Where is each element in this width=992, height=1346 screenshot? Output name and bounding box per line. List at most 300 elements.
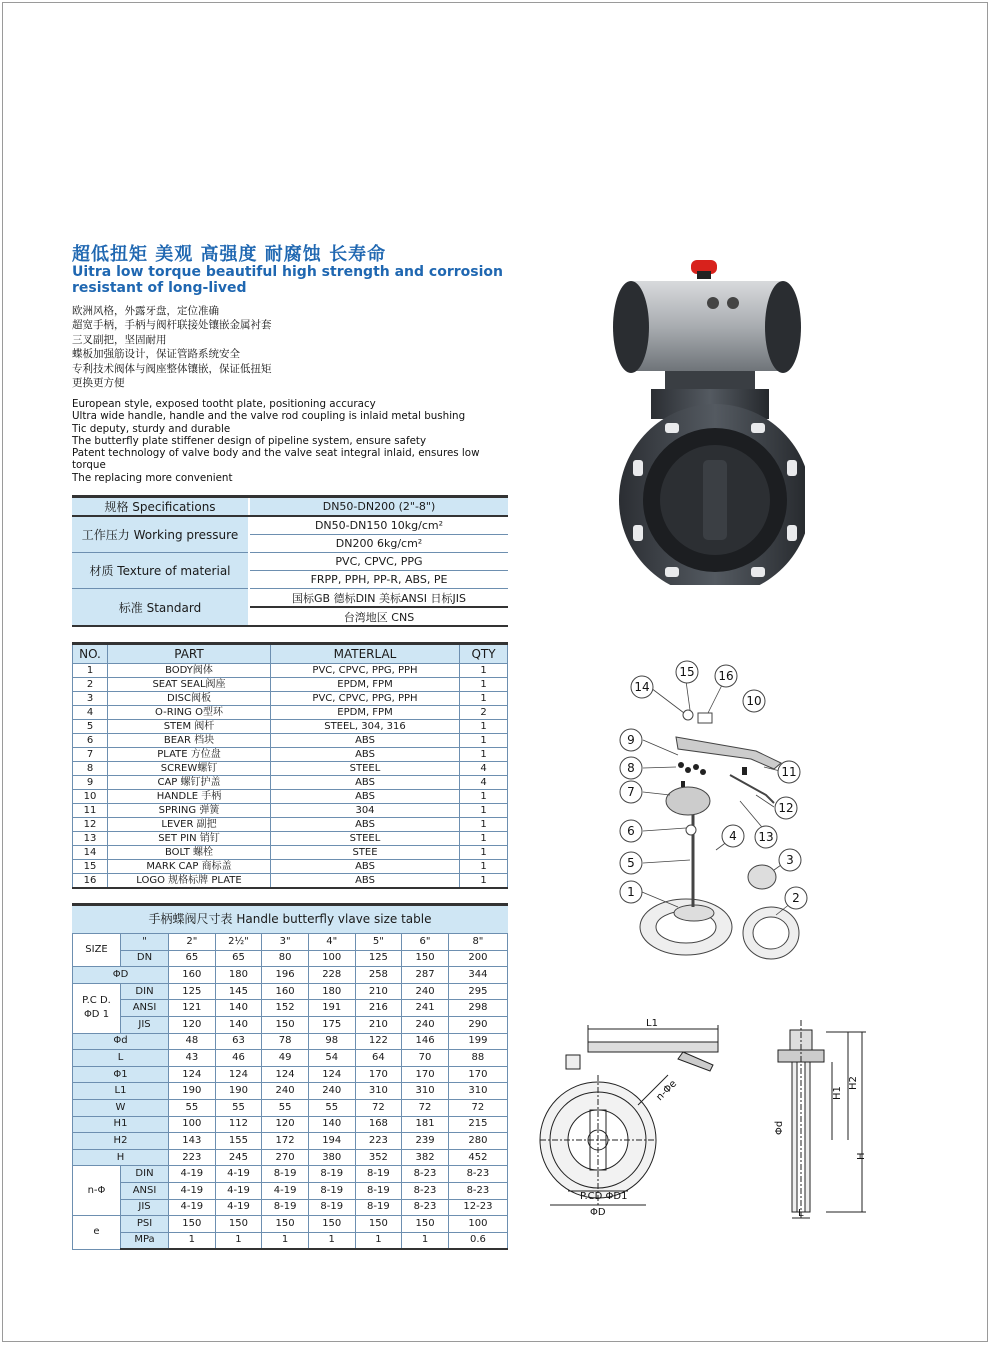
size-label: SIZE xyxy=(73,934,121,967)
size-cell: 382 xyxy=(402,1149,449,1166)
size-cell: 8-19 xyxy=(308,1182,355,1199)
size-cell: 191 xyxy=(308,1000,355,1017)
parts-cell: 9 xyxy=(73,776,108,790)
parts-cell: STEEL, 304, 316 xyxy=(271,720,460,734)
size-cell: 155 xyxy=(215,1133,262,1150)
callout-4: 4 xyxy=(729,829,737,843)
pcd-std-label: ANSI xyxy=(121,1000,169,1017)
parts-row xyxy=(73,860,508,874)
size-cell: 2" xyxy=(169,934,216,951)
size-row xyxy=(73,1016,508,1033)
size-cell: 150 xyxy=(402,950,449,967)
size-cell: 452 xyxy=(448,1149,507,1166)
size-cell: 1 xyxy=(355,1232,402,1249)
callout-8: 8 xyxy=(627,761,635,775)
size-row xyxy=(73,1199,508,1216)
size-cell: 55 xyxy=(215,1099,262,1116)
dim-pcd: P.CD ΦD1 xyxy=(580,1191,628,1202)
size-cell: 239 xyxy=(402,1133,449,1150)
size-cell: 4" xyxy=(308,934,355,951)
parts-cell: 1 xyxy=(460,790,508,804)
feature-en: Ultra wide handle, handle and the valve rod coupling is inlaid metal bushing xyxy=(72,410,466,423)
parts-row xyxy=(73,664,508,678)
parts-cell: BOLT 螺栓 xyxy=(108,846,271,860)
size-cell: 194 xyxy=(308,1133,355,1150)
material-value: PVC, CPVC, PPG xyxy=(249,553,508,571)
size-cell: 145 xyxy=(215,983,262,1000)
parts-cell: 4 xyxy=(460,776,508,790)
parts-cell: 1 xyxy=(460,720,508,734)
parts-row xyxy=(73,734,508,748)
parts-cell: 1 xyxy=(73,664,108,678)
parts-row xyxy=(73,790,508,804)
size-cell: 240 xyxy=(402,983,449,1000)
callout-13: 13 xyxy=(758,830,774,844)
parts-cell: 4 xyxy=(460,762,508,776)
callout-14: 14 xyxy=(634,680,650,694)
parts-cell: O-RING O型环 xyxy=(108,706,271,720)
dim-row-label: Φ1 xyxy=(73,1066,169,1083)
parts-cell: 14 xyxy=(73,846,108,860)
size-cell: 8-19 xyxy=(355,1199,402,1216)
size-table-title: 手柄蝶阀尺寸表 Handle butterfly vlave size table xyxy=(72,903,508,933)
parts-cell: 11 xyxy=(73,804,108,818)
feature-en: European style, exposed tootht plate, positioning accuracy xyxy=(72,398,376,410)
size-cell: 100 xyxy=(308,950,355,967)
feature-en: The replacing more convenient xyxy=(72,471,233,484)
size-cell: 5" xyxy=(355,934,402,951)
standard-value: 台湾地区 CNS xyxy=(249,607,508,626)
dim-H: H xyxy=(856,1152,867,1160)
dim-L: L xyxy=(798,1208,804,1219)
size-cell: 228 xyxy=(308,967,355,984)
parts-cell: ABS xyxy=(271,860,460,874)
parts-cell: ABS xyxy=(271,874,460,889)
size-cell: 8-19 xyxy=(308,1199,355,1216)
size-cell: 210 xyxy=(355,983,402,1000)
dim-n-phi-e: n-Φe xyxy=(654,1078,680,1104)
size-cell: 172 xyxy=(262,1133,309,1150)
pcd-label: P.C D. ΦD 1 xyxy=(73,983,121,1033)
parts-cell: 1 xyxy=(460,748,508,762)
size-cell: 140 xyxy=(215,1000,262,1017)
size-row xyxy=(73,1066,508,1083)
size-cell: 380 xyxy=(308,1149,355,1166)
size-cell: 160 xyxy=(262,983,309,1000)
size-cell: 8-23 xyxy=(402,1199,449,1216)
side-dimension-drawing xyxy=(770,1020,870,1220)
callout-6: 6 xyxy=(627,824,635,838)
parts-cell: CAP 螺钉护盖 xyxy=(108,776,271,790)
pressure-unit-label: MPa xyxy=(121,1232,169,1249)
parts-cell: 1 xyxy=(460,874,508,889)
size-cell: 55 xyxy=(169,1099,216,1116)
n-std-label: JIS xyxy=(121,1199,169,1216)
size-cell: 216 xyxy=(355,1000,402,1017)
size-cell: 78 xyxy=(262,1033,309,1050)
parts-cell: 15 xyxy=(73,860,108,874)
size-cell: 46 xyxy=(215,1050,262,1067)
parts-row xyxy=(73,692,508,706)
size-cell: 168 xyxy=(355,1116,402,1133)
size-cell: 8-23 xyxy=(448,1182,507,1199)
pcd-std-label: JIS xyxy=(121,1016,169,1033)
size-cell: 143 xyxy=(169,1133,216,1150)
parts-cell: PVC, CPVC, PPG, PPH xyxy=(271,692,460,706)
dim-phid: Φd xyxy=(774,1120,785,1135)
parts-cell: ABS xyxy=(271,734,460,748)
parts-row xyxy=(73,720,508,734)
size-cell: 160 xyxy=(169,967,216,984)
size-cell: 4-19 xyxy=(215,1182,262,1199)
parts-cell: 2 xyxy=(73,678,108,692)
parts-cell: 1 xyxy=(460,692,508,706)
size-row xyxy=(73,1216,508,1233)
size-cell: 4-19 xyxy=(262,1182,309,1199)
col-material: MATERLAL xyxy=(271,644,460,664)
parts-cell: 1 xyxy=(460,818,508,832)
size-cell: 8-19 xyxy=(355,1166,402,1183)
features-english xyxy=(72,398,492,484)
size-cell: 196 xyxy=(262,967,309,984)
feature-en: The butterfly plate stiffener design of pipeline system, ensure safety xyxy=(72,434,427,447)
feature-zh: 三叉副把，坚固耐用 xyxy=(72,333,167,346)
size-cell: 72 xyxy=(402,1099,449,1116)
parts-cell: 7 xyxy=(73,748,108,762)
size-cell: 125 xyxy=(355,950,402,967)
spec-label: 规格 Specifications xyxy=(72,497,249,517)
parts-cell: ABS xyxy=(271,818,460,832)
size-row xyxy=(73,983,508,1000)
dim-row-label: L1 xyxy=(73,1083,169,1100)
size-cell: 124 xyxy=(262,1066,309,1083)
size-cell: 240 xyxy=(402,1016,449,1033)
size-cell: 55 xyxy=(308,1099,355,1116)
size-cell: 72 xyxy=(448,1099,507,1116)
size-cell: 125 xyxy=(169,983,216,1000)
dim-phiD: ΦD xyxy=(590,1207,606,1218)
size-cell: 170 xyxy=(355,1066,402,1083)
size-cell: 200 xyxy=(448,950,507,967)
parts-cell: STEEL xyxy=(271,832,460,846)
actuated-valve-photo xyxy=(605,255,805,585)
size-cell: 54 xyxy=(308,1050,355,1067)
size-cell: 1 xyxy=(308,1232,355,1249)
pressure-value: DN200 6kg/cm² xyxy=(249,535,508,553)
size-cell: 112 xyxy=(215,1116,262,1133)
dim-row-label: H xyxy=(73,1149,169,1166)
parts-row xyxy=(73,874,508,889)
parts-cell: 304 xyxy=(271,804,460,818)
parts-cell: PLATE 方位盘 xyxy=(108,748,271,762)
size-cell: 223 xyxy=(355,1133,402,1150)
parts-cell: ABS xyxy=(271,748,460,762)
size-cell: 150 xyxy=(169,1216,216,1233)
size-cell: 210 xyxy=(355,1016,402,1033)
size-cell: 180 xyxy=(215,967,262,984)
size-cell: 8-19 xyxy=(308,1166,355,1183)
size-cell: 190 xyxy=(169,1083,216,1100)
spec-value: DN50-DN200 (2"-8") xyxy=(249,497,508,517)
size-row xyxy=(73,1182,508,1199)
callout-11: 11 xyxy=(781,765,797,779)
size-row xyxy=(73,1000,508,1017)
size-cell: 298 xyxy=(448,1000,507,1017)
parts-cell: 1 xyxy=(460,846,508,860)
callout-9: 9 xyxy=(627,733,635,747)
size-cell: 175 xyxy=(308,1016,355,1033)
feature-en: Patent technology of valve body and the valve seat integral inlaid, ensures low torque xyxy=(72,447,480,472)
n-phi-label: n-Φ xyxy=(73,1166,121,1216)
exploded-view-diagram xyxy=(606,655,831,975)
parts-cell: STEEL xyxy=(271,762,460,776)
size-cell: 8-19 xyxy=(262,1166,309,1183)
parts-row xyxy=(73,706,508,720)
e-label: e xyxy=(73,1216,121,1250)
size-cell: 100 xyxy=(169,1116,216,1133)
parts-row xyxy=(73,678,508,692)
size-cell: 310 xyxy=(402,1083,449,1100)
feature-zh: 更换更方便 xyxy=(72,377,125,390)
parts-table xyxy=(72,642,508,889)
size-cell: 8" xyxy=(448,934,507,951)
parts-cell: 1 xyxy=(460,860,508,874)
specifications-table xyxy=(72,495,508,627)
size-cell: 124 xyxy=(308,1066,355,1083)
size-cell: 8-23 xyxy=(448,1166,507,1183)
parts-cell: LOGO 规格标牌 PLATE xyxy=(108,874,271,889)
size-cell: 245 xyxy=(215,1149,262,1166)
parts-cell: PVC, CPVC, PPG, PPH xyxy=(271,664,460,678)
size-cell: 65 xyxy=(169,950,216,967)
size-cell: 0.6 xyxy=(448,1232,507,1249)
parts-cell: ABS xyxy=(271,776,460,790)
size-cell: 146 xyxy=(402,1033,449,1050)
parts-cell: 1 xyxy=(460,804,508,818)
parts-cell: 2 xyxy=(460,706,508,720)
size-cell: 124 xyxy=(169,1066,216,1083)
dim-L1: L1 xyxy=(646,1018,658,1029)
parts-cell: 1 xyxy=(460,664,508,678)
parts-row xyxy=(73,748,508,762)
size-cell: 122 xyxy=(355,1033,402,1050)
callout-7: 7 xyxy=(627,785,635,799)
dim-row-label: H1 xyxy=(73,1116,169,1133)
size-cell: 64 xyxy=(355,1050,402,1067)
callout-2: 2 xyxy=(792,891,800,905)
parts-cell: 3 xyxy=(73,692,108,706)
pressure-value: DN50-DN150 10kg/cm² xyxy=(249,516,508,535)
size-cell: 65 xyxy=(215,950,262,967)
size-cell: 140 xyxy=(215,1016,262,1033)
size-cell: 1 xyxy=(169,1232,216,1249)
callout-16: 16 xyxy=(718,669,734,683)
size-cell: 180 xyxy=(308,983,355,1000)
callout-12: 12 xyxy=(778,801,794,815)
col-qty: QTY xyxy=(460,644,508,664)
size-cell: 4-19 xyxy=(169,1166,216,1183)
phiD-label: ΦD xyxy=(73,967,169,984)
callout-5: 5 xyxy=(627,856,635,870)
size-cell: 190 xyxy=(215,1083,262,1100)
feature-zh: 欧洲风格，外露牙盘，定位准确 xyxy=(72,305,219,317)
parts-cell: BEAR 档块 xyxy=(108,734,271,748)
size-cell: 43 xyxy=(169,1050,216,1067)
size-cell: 287 xyxy=(402,967,449,984)
parts-cell: 13 xyxy=(73,832,108,846)
parts-cell: SET PIN 销钉 xyxy=(108,832,271,846)
size-row xyxy=(73,1166,508,1183)
size-cell: 80 xyxy=(262,950,309,967)
size-cell: 310 xyxy=(448,1083,507,1100)
size-cell: 8-23 xyxy=(402,1182,449,1199)
size-cell: 215 xyxy=(448,1116,507,1133)
parts-cell: EPDM, FPM xyxy=(271,678,460,692)
parts-cell: EPDM, FPM xyxy=(271,706,460,720)
size-row xyxy=(73,1116,508,1133)
pcd-std-label: DIN xyxy=(121,983,169,1000)
size-row xyxy=(73,1149,508,1166)
size-cell: 2½" xyxy=(215,934,262,951)
dim-row-label: H2 xyxy=(73,1133,169,1150)
size-cell: 352 xyxy=(355,1149,402,1166)
heading-english: Uitra low torque beautiful high strength and corrosion resistant of long-lived xyxy=(72,264,503,296)
dn-label: DN xyxy=(121,950,169,967)
front-dimension-drawing xyxy=(538,1015,753,1220)
feature-zh: 蝶板加强筋设计，保证管路系统安全 xyxy=(72,348,240,361)
size-cell: 55 xyxy=(262,1099,309,1116)
size-cell: 170 xyxy=(402,1066,449,1083)
size-cell: 1 xyxy=(215,1232,262,1249)
parts-cell: STEM 阀杆 xyxy=(108,720,271,734)
size-cell: 1 xyxy=(262,1232,309,1249)
size-cell: 49 xyxy=(262,1050,309,1067)
parts-cell: DISC阀板 xyxy=(108,692,271,706)
parts-cell: SPRING 弹簧 xyxy=(108,804,271,818)
size-cell: 4-19 xyxy=(169,1182,216,1199)
dim-H2: H2 xyxy=(848,1076,859,1090)
size-cell: 270 xyxy=(262,1149,309,1166)
feature-en: Tic deputy, sturdy and durable xyxy=(72,422,231,435)
callout-3: 3 xyxy=(786,853,794,867)
parts-cell: 1 xyxy=(460,734,508,748)
size-cell: 3" xyxy=(262,934,309,951)
standard-value: 国标GB 德标DIN 美标ANSI 日标JIS xyxy=(249,589,508,608)
parts-row xyxy=(73,804,508,818)
size-cell: 4-19 xyxy=(169,1199,216,1216)
size-cell: 100 xyxy=(448,1216,507,1233)
size-cell: 4-19 xyxy=(215,1199,262,1216)
n-std-label: ANSI xyxy=(121,1182,169,1199)
size-cell: 150 xyxy=(355,1216,402,1233)
size-cell: 240 xyxy=(308,1083,355,1100)
parts-row xyxy=(73,762,508,776)
parts-cell: 6 xyxy=(73,734,108,748)
parts-row xyxy=(73,776,508,790)
size-cell: 258 xyxy=(355,967,402,984)
size-cell: 4-19 xyxy=(215,1166,262,1183)
callout-15: 15 xyxy=(679,665,695,679)
size-cell: 88 xyxy=(448,1050,507,1067)
size-cell: 8-19 xyxy=(355,1182,402,1199)
size-row xyxy=(73,1050,508,1067)
size-cell: 63 xyxy=(215,1033,262,1050)
size-cell: 295 xyxy=(448,983,507,1000)
features-chinese xyxy=(72,304,272,390)
parts-cell: 10 xyxy=(73,790,108,804)
parts-cell: SEAT SEAL阀座 xyxy=(108,678,271,692)
standard-label: 标准 Standard xyxy=(72,589,249,627)
size-cell: 140 xyxy=(308,1116,355,1133)
pressure-label: 工作压力 Working pressure xyxy=(72,516,249,553)
parts-cell: LEVER 副把 xyxy=(108,818,271,832)
callout-10: 10 xyxy=(746,694,762,708)
parts-cell: SCREW螺钉 xyxy=(108,762,271,776)
size-cell: 8-23 xyxy=(402,1166,449,1183)
size-cell: 6" xyxy=(402,934,449,951)
size-cell: 170 xyxy=(448,1066,507,1083)
parts-cell: 16 xyxy=(73,874,108,889)
size-cell: 241 xyxy=(402,1000,449,1017)
feature-zh: 超宽手柄，手柄与阀杆联接处镶嵌金属衬套 xyxy=(72,319,272,332)
parts-cell: BODY阀体 xyxy=(108,664,271,678)
parts-cell: 1 xyxy=(460,832,508,846)
size-cell: 121 xyxy=(169,1000,216,1017)
size-cell: 150 xyxy=(308,1216,355,1233)
size-cell: 310 xyxy=(355,1083,402,1100)
size-cell: 98 xyxy=(308,1033,355,1050)
parts-cell: 1 xyxy=(460,678,508,692)
parts-cell: 5 xyxy=(73,720,108,734)
size-row xyxy=(73,1033,508,1050)
feature-zh: 专利技术阀体与阀座整体镶嵌，保证低扭矩 xyxy=(72,362,272,375)
n-std-label: DIN xyxy=(121,1166,169,1183)
parts-cell: 8 xyxy=(73,762,108,776)
size-cell: 223 xyxy=(169,1149,216,1166)
parts-row xyxy=(73,846,508,860)
size-cell: 72 xyxy=(355,1099,402,1116)
dim-row-label: Φd xyxy=(73,1033,169,1050)
size-row xyxy=(73,1133,508,1150)
size-cell: 124 xyxy=(215,1066,262,1083)
size-cell: 150 xyxy=(402,1216,449,1233)
size-cell: 120 xyxy=(169,1016,216,1033)
inch-label: " xyxy=(121,934,169,951)
dim-row-label: L xyxy=(73,1050,169,1067)
size-cell: 150 xyxy=(262,1216,309,1233)
parts-cell: MARK CAP 商标盖 xyxy=(108,860,271,874)
size-row xyxy=(73,1099,508,1116)
size-cell: 70 xyxy=(402,1050,449,1067)
material-value: FRPP, PPH, PP-R, ABS, PE xyxy=(249,571,508,589)
size-cell: 8-19 xyxy=(262,1199,309,1216)
size-cell: 12-23 xyxy=(448,1199,507,1216)
size-cell: 48 xyxy=(169,1033,216,1050)
parts-cell: 4 xyxy=(73,706,108,720)
material-label: 材质 Texture of material xyxy=(72,553,249,589)
size-cell: 199 xyxy=(448,1033,507,1050)
size-cell: 150 xyxy=(215,1216,262,1233)
dim-H1: H1 xyxy=(832,1086,843,1100)
size-cell: 181 xyxy=(402,1116,449,1133)
heading-chinese: 超低扭矩 美观 高强度 耐腐蚀 长寿命 xyxy=(72,244,387,265)
size-cell: 120 xyxy=(262,1116,309,1133)
parts-cell: 12 xyxy=(73,818,108,832)
dim-row-label: W xyxy=(73,1099,169,1116)
size-cell: 152 xyxy=(262,1000,309,1017)
size-cell: 344 xyxy=(448,967,507,984)
size-row xyxy=(73,1083,508,1100)
